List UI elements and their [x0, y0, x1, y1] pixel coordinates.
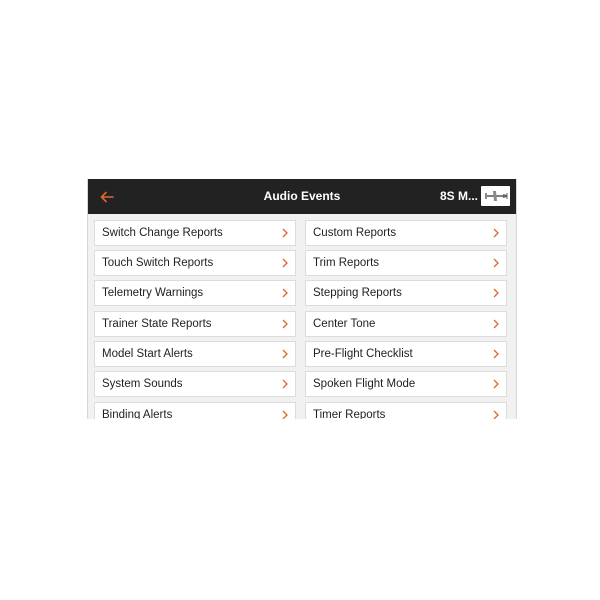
menu-item-binding-alerts[interactable]	[94, 402, 296, 419]
menu-item-label: Binding Alerts	[102, 409, 173, 419]
menu-item-trim-reports[interactable]	[305, 250, 507, 276]
menu-item-pre-flight-checklist[interactable]	[305, 341, 507, 367]
menu-item-label: Center Tone	[313, 318, 376, 330]
menu-item-label: Trainer State Reports	[102, 318, 212, 330]
menu-item-custom-reports[interactable]	[305, 220, 507, 246]
chevron-right-icon	[491, 288, 501, 298]
menu-item-system-sounds[interactable]	[94, 371, 296, 397]
menu-item-model-start-alerts[interactable]	[94, 341, 296, 367]
chevron-right-icon	[491, 319, 501, 329]
menu-item-label: Custom Reports	[313, 227, 397, 239]
chevron-right-icon	[491, 258, 501, 268]
chevron-right-icon	[280, 228, 290, 238]
menu-item-telemetry-warnings[interactable]	[94, 280, 296, 306]
menu-item-timer-reports[interactable]	[305, 402, 507, 419]
menu-item-center-tone[interactable]	[305, 311, 507, 337]
menu-item-spoken-flight-mode[interactable]	[305, 371, 507, 397]
menu-item-stepping-reports[interactable]	[305, 280, 507, 306]
menu-item-trainer-state-reports[interactable]	[94, 311, 296, 337]
chevron-right-icon	[280, 258, 290, 268]
model-name: 8S M...	[439, 189, 478, 203]
menu-item-label: Telemetry Warnings	[102, 287, 204, 299]
chevron-right-icon	[491, 228, 501, 238]
menu-item-label: Trim Reports	[313, 257, 380, 269]
menu-item-label: Stepping Reports	[313, 287, 402, 299]
radio-screen	[87, 179, 517, 419]
menu-item-switch-change-reports[interactable]	[94, 220, 296, 246]
airplane-icon	[481, 186, 510, 206]
menu-item-label: Timer Reports	[313, 409, 386, 419]
chevron-right-icon	[491, 349, 501, 359]
back-button[interactable]	[93, 183, 121, 210]
page-title: Audio Events	[263, 189, 341, 203]
chevron-right-icon	[491, 379, 501, 389]
menu-item-touch-switch-reports[interactable]	[94, 250, 296, 276]
chevron-right-icon	[280, 379, 290, 389]
chevron-right-icon	[280, 288, 290, 298]
menu-item-label: Touch Switch Reports	[102, 257, 214, 269]
header-bar	[88, 179, 516, 214]
chevron-right-icon	[491, 410, 501, 419]
menu-item-label: Pre-Flight Checklist	[313, 348, 413, 360]
arrow-left-icon	[100, 191, 114, 203]
menu-item-label: System Sounds	[102, 378, 183, 390]
chevron-right-icon	[280, 349, 290, 359]
menu-item-label: Model Start Alerts	[102, 348, 193, 360]
chevron-right-icon	[280, 319, 290, 329]
chevron-right-icon	[280, 410, 290, 419]
model-thumbnail[interactable]	[481, 186, 510, 206]
menu-item-label: Spoken Flight Mode	[313, 378, 416, 390]
menu-item-label: Switch Change Reports	[102, 227, 223, 239]
